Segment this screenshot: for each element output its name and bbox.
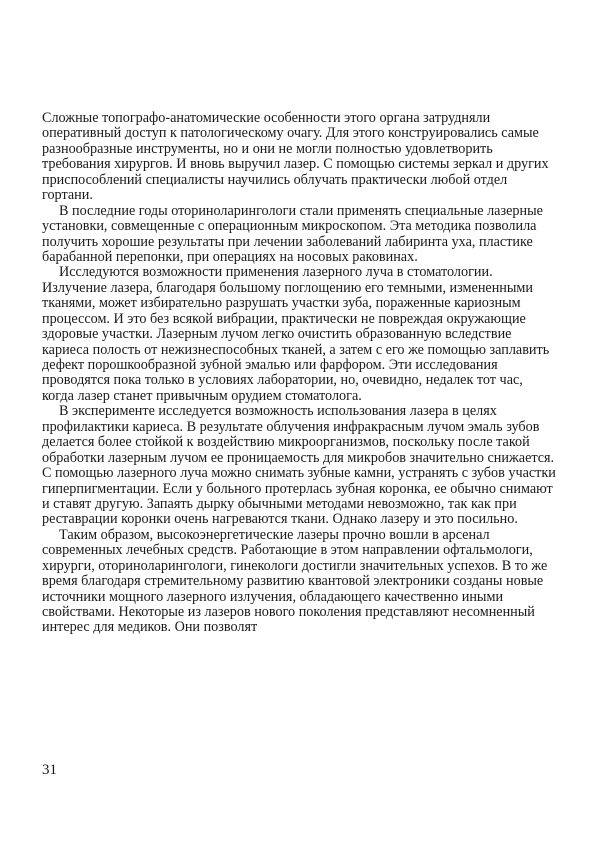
- text-line: и ставят другую. Запаять дырку обычными методами невозможно, так как при: [42, 495, 517, 512]
- text-line: Сложные топографо-анатомические особенности этого органа затрудняли: [42, 110, 491, 126]
- text-line: источники мощного лазерного излучения, обладающего качественно иными: [42, 588, 504, 605]
- text-line: кариеса полость от нежизнеспособных тканей, а затем с его же помощью заплавить: [42, 341, 550, 358]
- text-line: обработки лазерным лучом ее проницаемость для микробов значительно снижается.: [42, 449, 555, 466]
- text-line: В эксперименте исследуется возможность использования лазера в целях: [59, 403, 497, 420]
- text-line: время благодаря стремительному развитию квантовой электроники созданы новые: [42, 573, 544, 590]
- body-text: [42, 111, 572, 636]
- text-line: приспособлений специалисты научились облучать практически любой отдел: [42, 171, 508, 188]
- text-line: В последние годы оториноларингологи стали применять специальные лазерные: [59, 202, 543, 219]
- text-line: дефект порошкообразной зубной эмалью или фарфором. Эти исследования: [42, 357, 498, 373]
- text-line: тканями, может избирательно разрушать участки зуба, пораженные кариозным: [42, 295, 521, 312]
- text-line: реставрации коронки очень нагреваются ткани. Однако лазеру и это посильно.: [42, 511, 518, 528]
- text-line: профилактики кариеса. В результате облучения инфракрасным лучом эмаль зубов: [42, 418, 540, 435]
- text-line: требования хирургов. И вновь выручил лазер. С помощью системы зеркал и других: [42, 156, 549, 173]
- text-line: когда лазер станет привычным орудием стоматолога.: [42, 387, 362, 404]
- text-line: гиперпигментации. Если у больного протерлась зубная коронка, ее обычно снимают: [42, 480, 553, 497]
- text-line: Исследуются возможности применения лазерного луча в стоматологии.: [59, 264, 493, 281]
- text-line: С помощью лазерного луча можно снимать зубные камни, устранять с зубов участки: [42, 465, 556, 482]
- text-line: проводятся пока только в условиях лаборатории, но, очевидно, недалек тот час,: [42, 372, 523, 389]
- text-line: процессом. И это без всякой вибрации, практически не повреждая окружающие: [42, 310, 526, 327]
- text-line: здоровые участки. Лазерным лучом легко очистить образованную вследствие: [42, 326, 512, 343]
- page-number: 31: [42, 762, 57, 778]
- text-line: хирурги, оториноларингологи, гинекологи достигли значительных успехов. В то же: [42, 557, 548, 574]
- text-line: Излучение лазера, благодаря большому поглощению его темными, измененными: [42, 279, 533, 296]
- paragraph: [42, 111, 572, 204]
- paragraph: [42, 265, 572, 404]
- text-line: современных лечебных средств. Работающие в этом направлении офтальмологи,: [42, 542, 533, 559]
- text-line: оперативный доступ к патологическому очагу. Для этого конструировались самые: [42, 125, 539, 142]
- text-line: Таким образом, высокоэнергетические лазеры прочно вошли в арсенал: [59, 526, 490, 543]
- paragraph: [42, 404, 572, 528]
- text-line: получить хорошие результаты при лечении заболеваний лабиринта уха, пластике: [42, 233, 533, 250]
- text-line: разнообразные инструменты, но и они не могли полностью удовлетворить: [42, 140, 493, 157]
- text-line: интерес для медиков. Они позволят: [42, 619, 258, 636]
- paragraph: [42, 204, 572, 266]
- paragraph: [42, 528, 572, 636]
- text-line: делается более стойкой к воздействию микроорганизмов, поскольку после такой: [42, 434, 530, 451]
- text-line: установки, совмещенные с операционным микроскопом. Эта методика позволила: [42, 218, 537, 235]
- text-line: барабанной перепонки, при операциях на носовых раковинах.: [42, 248, 418, 265]
- text-line: свойствами. Некоторые из лазеров нового поколения представляют несомненный: [42, 604, 535, 620]
- text-line: гортани.: [42, 187, 93, 204]
